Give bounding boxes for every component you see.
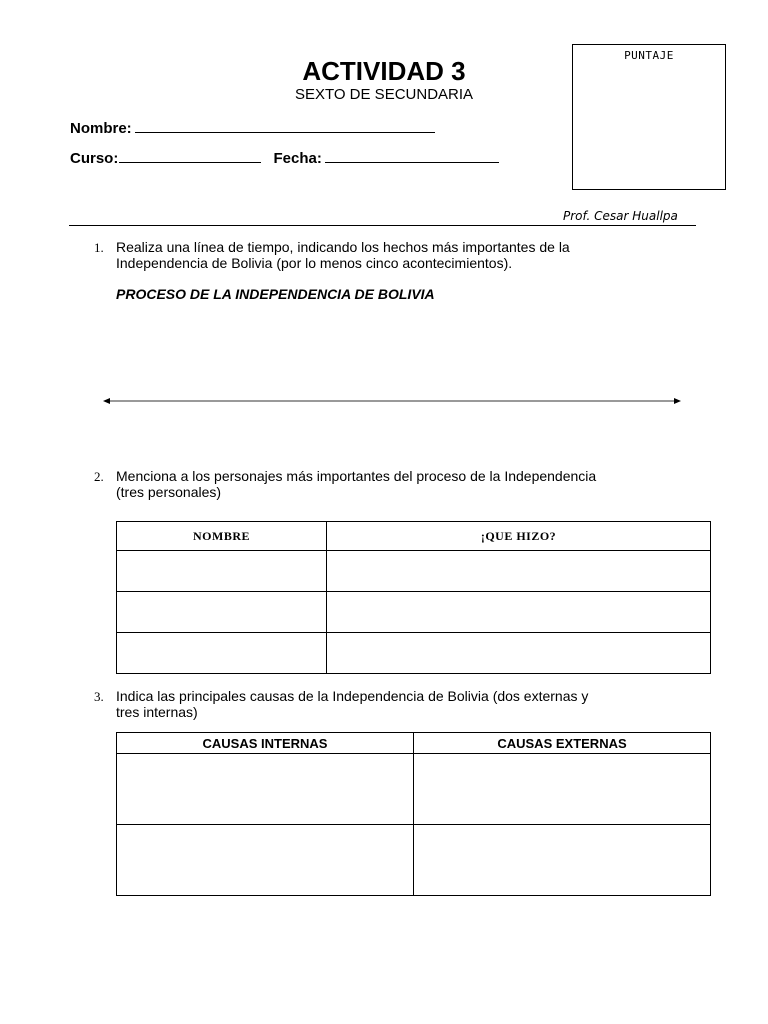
question-3-number: 3. bbox=[94, 689, 104, 704]
question-2-text bbox=[116, 468, 696, 500]
causas-internas-header: CAUSAS INTERNAS bbox=[117, 733, 414, 754]
que-hizo-column-header: ¡QUE HIZO? bbox=[327, 522, 711, 551]
question-1-line-1: Realiza una línea de tiempo, indicando los hechos más importantes de la bbox=[116, 239, 570, 255]
question-3-line-2: tres internas) bbox=[116, 704, 198, 720]
table-row bbox=[117, 754, 711, 825]
activity-title: ACTIVIDAD 3 bbox=[302, 56, 466, 86]
timeline-left-arrowhead bbox=[103, 398, 110, 404]
table-row bbox=[117, 633, 711, 674]
table-row bbox=[117, 592, 711, 633]
nombre-column-header: NOMBRE bbox=[117, 522, 327, 551]
curso-fecha-row bbox=[70, 148, 499, 167]
character-name-cell[interactable] bbox=[117, 633, 327, 674]
timeline-section-title: PROCESO DE LA INDEPENDENCIA DE BOLIVIA bbox=[116, 286, 435, 302]
internal-cause-cell[interactable] bbox=[117, 754, 414, 825]
nombre-row bbox=[70, 118, 435, 137]
characters-table-header-row bbox=[117, 522, 711, 551]
grade-subtitle: SEXTO DE SECUNDARIA bbox=[294, 86, 474, 103]
external-cause-cell[interactable] bbox=[414, 825, 711, 896]
causas-externas-header: CAUSAS EXTERNAS bbox=[414, 733, 711, 754]
question-1-line-2: Independencia de Bolivia (por lo menos cinco acontecimientos). bbox=[116, 255, 513, 271]
causes-table bbox=[116, 732, 711, 896]
score-label: PUNTAJE bbox=[624, 49, 674, 62]
nombre-label: Nombre: bbox=[70, 120, 132, 137]
table-row bbox=[117, 551, 711, 592]
score-box[interactable] bbox=[572, 44, 726, 190]
question-3-text bbox=[116, 688, 696, 720]
question-2-line-1: Menciona a los personajes más importantes del proceso de la Independencia bbox=[116, 468, 597, 484]
question-1-text bbox=[116, 239, 696, 271]
question-2-number: 2. bbox=[94, 469, 104, 484]
character-name-cell[interactable] bbox=[117, 592, 327, 633]
characters-table bbox=[116, 521, 711, 674]
timeline-arrow[interactable] bbox=[103, 394, 681, 408]
character-deed-cell[interactable] bbox=[327, 551, 711, 592]
header-divider bbox=[69, 225, 696, 226]
question-3-line-1: Indica las principales causas de la Independencia de Bolivia (dos externas y bbox=[116, 688, 589, 704]
question-2-line-2: (tres personales) bbox=[116, 484, 222, 500]
internal-cause-cell[interactable] bbox=[117, 825, 414, 896]
question-1-number: 1. bbox=[94, 240, 104, 255]
curso-label: Curso: bbox=[70, 150, 119, 167]
table-row bbox=[117, 825, 711, 896]
causes-table-header-row bbox=[117, 733, 711, 754]
character-deed-cell[interactable] bbox=[327, 633, 711, 674]
nombre-field[interactable] bbox=[135, 118, 435, 133]
professor-name: Prof. Cesar Huallpa bbox=[563, 209, 678, 223]
character-deed-cell[interactable] bbox=[327, 592, 711, 633]
character-name-cell[interactable] bbox=[117, 551, 327, 592]
timeline-right-arrowhead bbox=[674, 398, 681, 404]
external-cause-cell[interactable] bbox=[414, 754, 711, 825]
fecha-label: Fecha: bbox=[273, 150, 322, 167]
fecha-field[interactable] bbox=[325, 148, 499, 163]
curso-field[interactable] bbox=[119, 148, 261, 163]
